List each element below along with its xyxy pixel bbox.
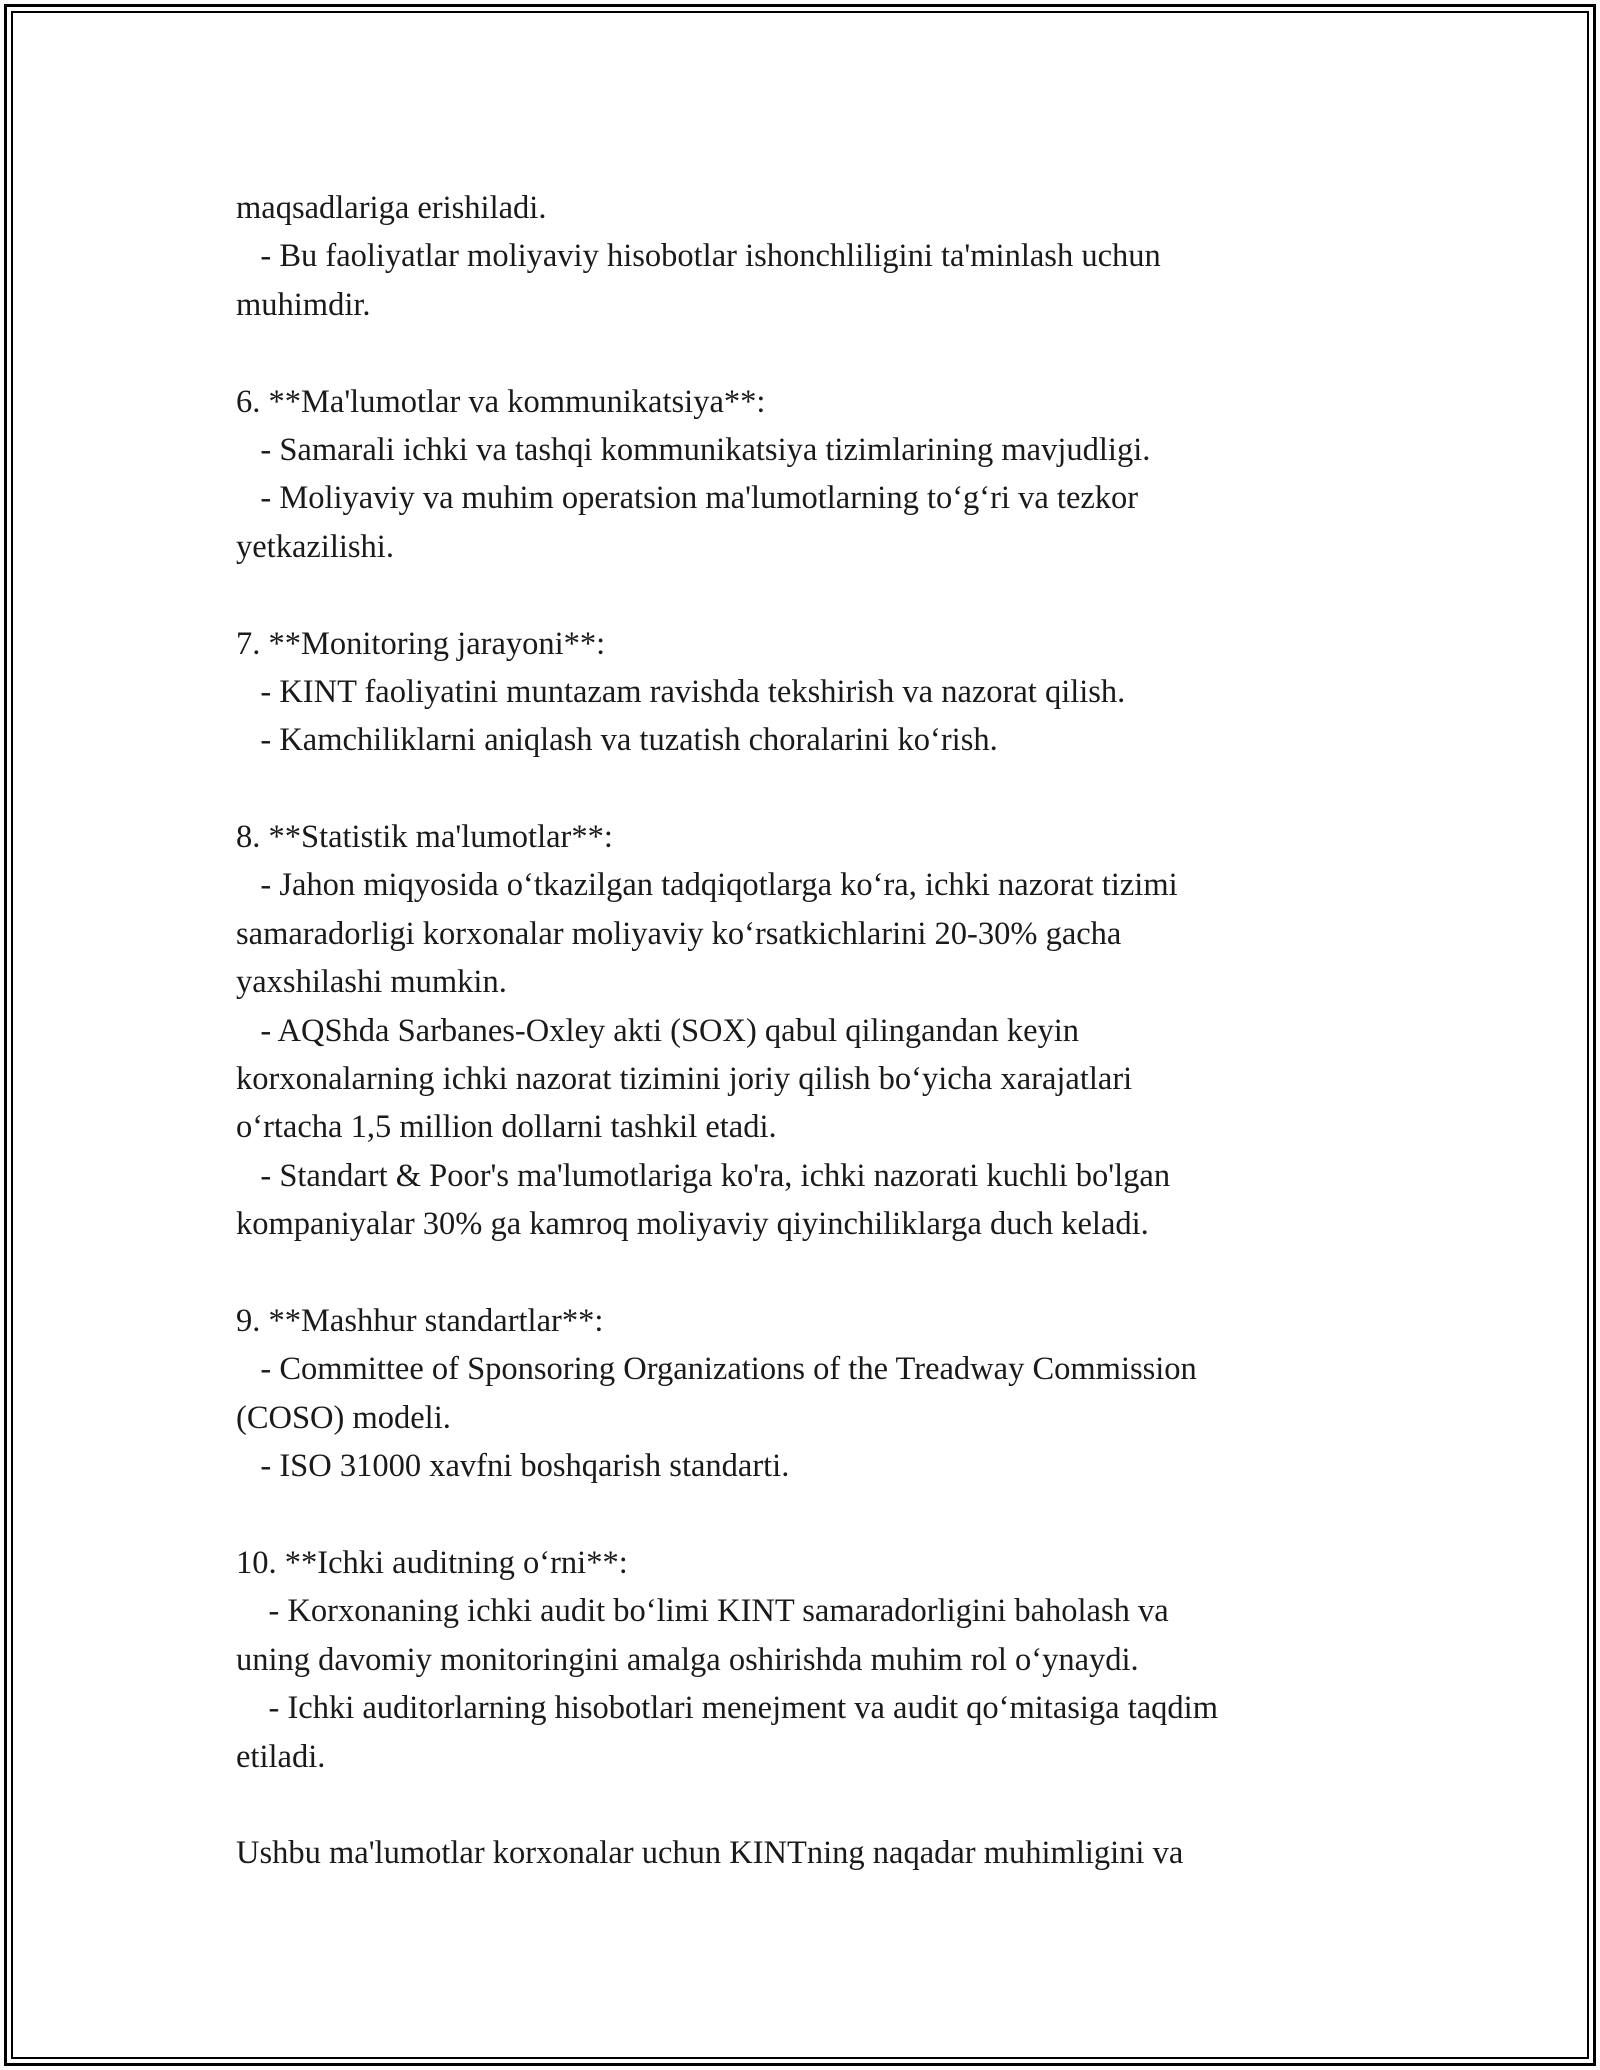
text-line: yetkazilishi. xyxy=(236,528,394,565)
text-line: muhimdir. xyxy=(236,286,371,323)
text-line: (COSO) modeli. xyxy=(236,1399,451,1436)
text-line: uning davomiy monitoringini amalga oshirishda muhim rol o‘ynaydi. xyxy=(236,1641,1139,1678)
text-line: etiladi. xyxy=(236,1738,326,1775)
text-line: o‘rtacha 1,5 million dollarni tashkil etadi. xyxy=(236,1109,777,1146)
text-line: - Standart & Poor's ma'lumotlariga ko'ra, ichki nazorati kuchli bo'lgan xyxy=(236,1157,1171,1194)
text-line: - Samarali ichki va tashqi kommunikatsiya tizimlarining mavjudligi. xyxy=(236,431,1151,468)
text-line: - Moliyaviy va muhim operatsion ma'lumotlarning to‘g‘ri va tezkor xyxy=(236,480,1139,517)
text-line: - Jahon miqyosida o‘tkazilgan tadqiqotlarga ko‘ra, ichki nazorat tizimi xyxy=(236,867,1178,904)
text-line: - Kamchiliklarni aniqlash va tuzatish choralarini ko‘rish. xyxy=(236,722,998,759)
text-line: - Ichki auditorlarning hisobotlari menejment va audit qo‘mitasiga taqdim xyxy=(236,1690,1218,1727)
blank-line xyxy=(236,329,1386,377)
text-line: - Committee of Sponsoring Organizations of the Treadway Commission xyxy=(236,1351,1197,1388)
section-heading-7: 7. **Monitoring jarayoni**: xyxy=(236,625,606,662)
text-line: kompaniyalar 30% ga kamroq moliyaviy qiyinchiliklarga duch keladi. xyxy=(236,1206,1149,1243)
text-line: - AQShda Sarbanes-Oxley akti (SOX) qabul qilingandan keyin xyxy=(236,1012,1080,1049)
section-heading-9: 9. **Mashhur standartlar**: xyxy=(236,1302,604,1339)
blank-line xyxy=(236,1781,1386,1829)
blank-line xyxy=(236,571,1386,619)
blank-line xyxy=(236,1491,1386,1539)
text-line: - Bu faoliyatlar moliyaviy hisobotlar ishonchliligini ta'minlash uchun xyxy=(236,238,1161,275)
blank-line xyxy=(236,765,1386,813)
text-line: samaradorligi korxonalar moliyaviy ko‘rsatkichlarini 20-30% gacha xyxy=(236,915,1122,952)
section-heading-10: 10. **Ichki auditning o‘rni**: xyxy=(236,1544,628,1581)
text-line: - ISO 31000 xavfni boshqarish standarti. xyxy=(236,1448,790,1485)
blank-line xyxy=(236,1249,1386,1297)
document-body xyxy=(236,184,1386,1878)
text-line: - Korxonaning ichki audit bo‘limi KINT samaradorligini baholash va xyxy=(236,1593,1169,1630)
section-heading-8: 8. **Statistik ma'lumotlar**: xyxy=(236,819,613,856)
text-line: - KINT faoliyatini muntazam ravishda tekshirish va nazorat qilish. xyxy=(236,673,1126,710)
closing-line: Ushbu ma'lumotlar korxonalar uchun KINTning naqadar muhimligini va xyxy=(236,1835,1184,1872)
text-line: yaxshilashi mumkin. xyxy=(236,964,507,1001)
section-heading-6: 6. **Ma'lumotlar va kommunikatsiya**: xyxy=(236,383,766,420)
text-line: maqsadlariga erishiladi. xyxy=(236,190,547,226)
text-line: korxonalarning ichki nazorat tizimini joriy qilish bo‘yicha xarajatlari xyxy=(236,1061,1133,1098)
